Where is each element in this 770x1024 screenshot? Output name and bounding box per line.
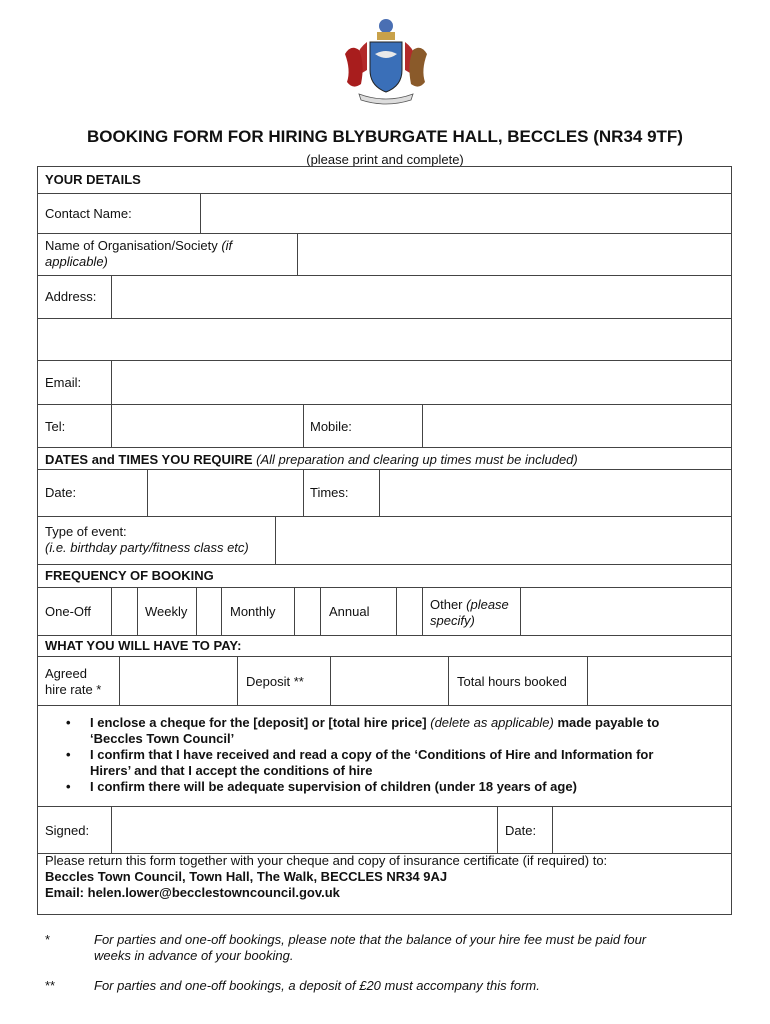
section-heading-frequency: FREQUENCY OF BOOKING bbox=[45, 568, 214, 583]
total-hours-label: Total hours booked bbox=[457, 674, 567, 689]
mobile-label: Mobile: bbox=[310, 419, 352, 434]
section-heading-payment: WHAT YOU WILL HAVE TO PAY: bbox=[45, 638, 242, 653]
annual-label: Annual bbox=[329, 604, 370, 619]
tel-field[interactable] bbox=[112, 405, 302, 446]
cell-divider bbox=[221, 587, 222, 635]
mobile-field[interactable] bbox=[423, 405, 731, 446]
tel-label: Tel: bbox=[45, 419, 66, 434]
weekly-label: Weekly bbox=[145, 604, 188, 619]
one-off-label: One-Off bbox=[45, 604, 92, 619]
signed-label: Signed: bbox=[45, 823, 90, 838]
cell-divider bbox=[422, 587, 423, 635]
other-specify-field[interactable] bbox=[521, 588, 731, 634]
times-label: Times: bbox=[310, 485, 349, 500]
note-deposit: For parties and one-off bookings, a deposit of £20 must accompany this form. bbox=[94, 978, 540, 993]
note-marker-double: ** bbox=[45, 978, 56, 993]
cell-divider bbox=[448, 656, 449, 705]
page-subtitle: (please print and complete) bbox=[306, 152, 464, 167]
date-field[interactable] bbox=[148, 470, 302, 515]
contact-name-label: Contact Name: bbox=[45, 206, 132, 221]
deposit-label: Deposit ** bbox=[246, 674, 304, 689]
address-field-line2[interactable] bbox=[38, 319, 731, 359]
times-field[interactable] bbox=[380, 470, 731, 515]
signature-date-label: Date: bbox=[505, 823, 537, 838]
agreed-hire-rate-label: Agreed hire rate * bbox=[45, 666, 102, 697]
declaration-conditions: • I confirm that I have received and read a copy of the ‘Conditions of Hire and Information for Hirers’ and that I accept the conditions of hire bbox=[66, 747, 654, 778]
email-label: Email: bbox=[45, 375, 82, 390]
cell-divider bbox=[320, 587, 321, 635]
monthly-checkbox[interactable] bbox=[295, 588, 319, 634]
row-divider bbox=[37, 564, 732, 565]
cell-divider bbox=[237, 656, 238, 705]
one-off-checkbox[interactable] bbox=[112, 588, 136, 634]
council-email: Email: helen.lower@becclestowncouncil.gov.uk bbox=[45, 885, 340, 900]
council-address: Beccles Town Council, Town Hall, The Walk, BECCLES NR34 9AJ bbox=[45, 869, 448, 884]
address-label: Address: bbox=[45, 289, 97, 304]
section-heading-dates: DATES and TIMES YOU REQUIRE (All preparation and clearing up times must be included) bbox=[45, 452, 578, 467]
declarations-list bbox=[62, 715, 722, 795]
monthly-label: Monthly bbox=[230, 604, 276, 619]
organisation-label: Name of Organisation/Society (if applicable) bbox=[45, 238, 233, 269]
organisation-field[interactable] bbox=[298, 234, 731, 274]
event-type-label: Type of event: (i.e. birthday party/fitness class etc) bbox=[45, 524, 249, 555]
declaration-cheque: • I enclose a cheque for the [deposit] or [total hire price] (delete as applicable) made payable to ‘Beccles Town Council’ bbox=[66, 715, 660, 746]
contact-name-field[interactable] bbox=[201, 194, 731, 232]
cell-divider bbox=[137, 587, 138, 635]
return-instructions-text: Please return this form together with your cheque and copy of insurance certificate (if required) to: bbox=[45, 853, 608, 868]
email-field[interactable] bbox=[112, 361, 731, 403]
deposit-field[interactable] bbox=[331, 657, 447, 704]
cell-divider bbox=[497, 806, 498, 853]
row-divider bbox=[37, 635, 732, 636]
note-balance: For parties and one-off bookings, please note that the balance of your hire fee must be paid four weeks in advance of your booking. bbox=[94, 932, 647, 963]
note-marker-single: * bbox=[45, 932, 51, 947]
weekly-checkbox[interactable] bbox=[197, 588, 220, 634]
address-field-line1[interactable] bbox=[112, 276, 731, 317]
section-heading-your-details: YOUR DETAILS bbox=[45, 172, 141, 187]
row-divider bbox=[37, 705, 732, 706]
total-hours-field[interactable] bbox=[588, 657, 731, 704]
coat-of-arms-crest bbox=[337, 14, 435, 106]
signature-date-field[interactable] bbox=[553, 807, 731, 852]
cell-divider bbox=[303, 404, 304, 447]
signature-field[interactable] bbox=[112, 807, 496, 852]
return-instructions bbox=[45, 853, 725, 901]
other-label: Other (please specify) bbox=[430, 597, 509, 628]
annual-checkbox[interactable] bbox=[397, 588, 421, 634]
event-type-field[interactable] bbox=[276, 517, 731, 563]
agreed-hire-rate-field[interactable] bbox=[120, 657, 236, 704]
date-label: Date: bbox=[45, 485, 77, 500]
page-title: BOOKING FORM FOR HIRING BLYBURGATE HALL, BECCLES (NR34 9TF) bbox=[87, 127, 683, 146]
cell-divider bbox=[303, 469, 304, 516]
declaration-supervision: • I confirm there will be adequate supervision of children (under 18 years of age) bbox=[66, 779, 577, 794]
row-divider bbox=[37, 447, 732, 448]
